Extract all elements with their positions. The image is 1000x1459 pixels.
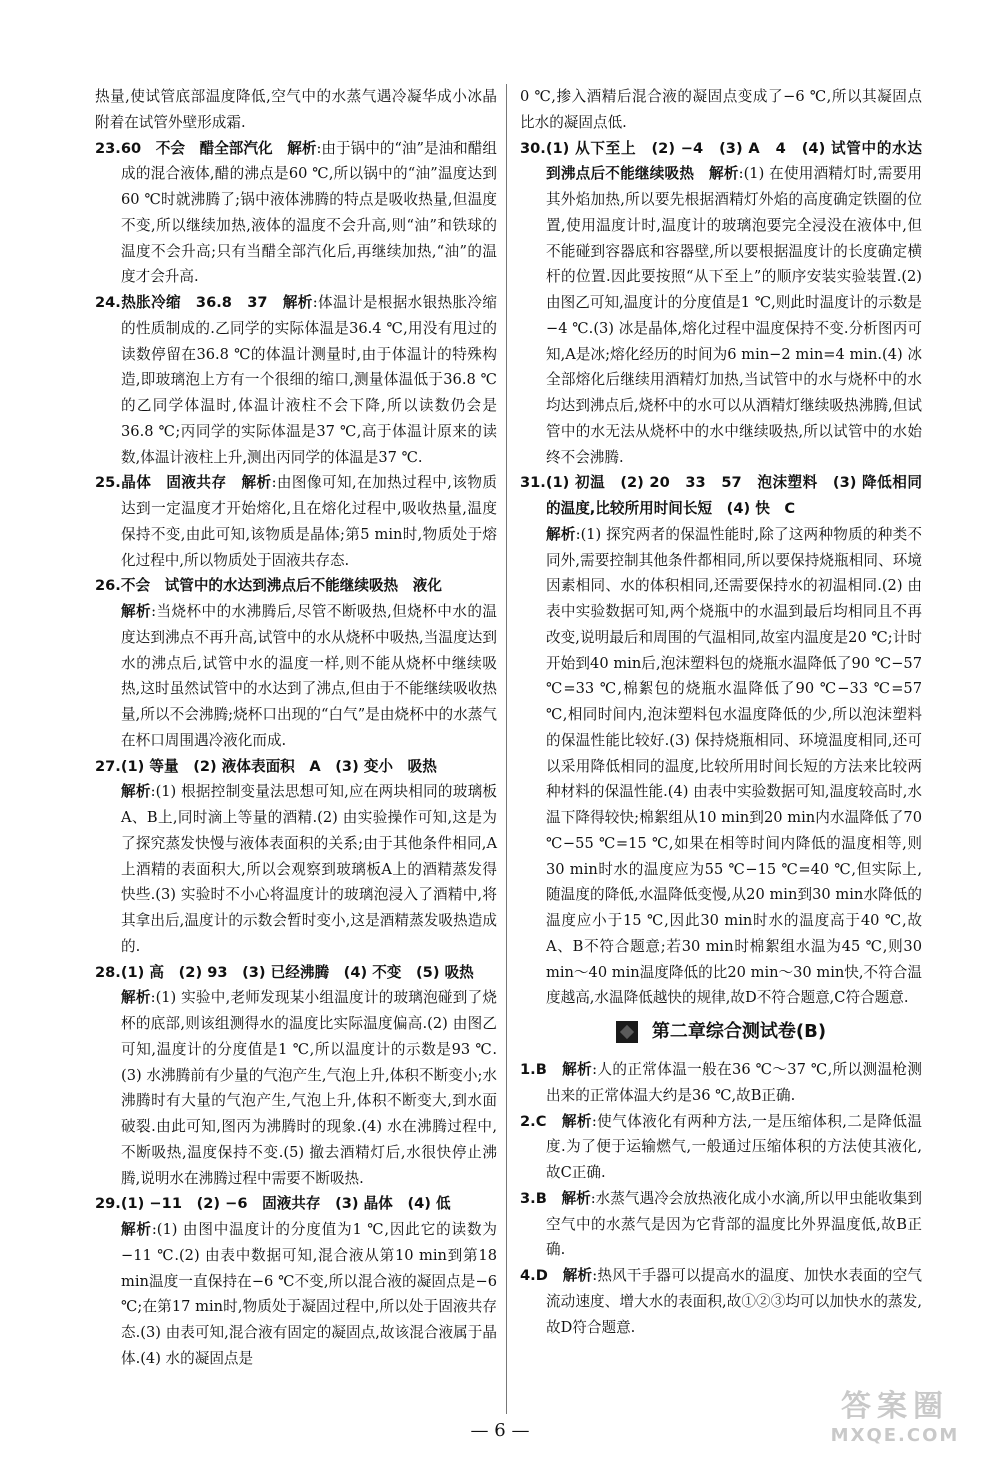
question-number: 1. [520, 1061, 536, 1078]
analysis-text: 热量,使试管底部温度降低,空气中的水蒸气遇冷凝华成小冰晶附着在试管外壁形成霜. [95, 88, 497, 131]
right-column [520, 84, 922, 1340]
explanation-text [95, 779, 497, 959]
question-item [520, 1109, 922, 1186]
question-number: 3. [520, 1189, 536, 1207]
answer-text: 晶体 固液共存 [120, 474, 227, 492]
analysis-label: 解析 [121, 603, 152, 620]
analysis-label: 解析 [546, 525, 576, 543]
question-item [520, 1186, 922, 1263]
answer-text: B [535, 1061, 547, 1078]
answer-text: B [535, 1189, 547, 1207]
question-number: 25. [95, 474, 121, 492]
question-item [95, 1191, 497, 1217]
question-item [95, 754, 497, 780]
question-number: 4. [520, 1267, 536, 1284]
question-number: 2. [520, 1112, 536, 1130]
page-number: — 6 — [470, 1420, 530, 1441]
analysis-label: 解析 [709, 165, 739, 183]
analysis-text: :使气体液化有两种方法,一是压缩体积,二是降低温度.为了便于运输燃气,一般通过压缩体积的方法使其液化,故C正确. [546, 1112, 922, 1181]
analysis-text: :(1) 由图中温度计的分度值为1 ℃,因此它的读数为−11 ℃.(2) 由表中数据可知,混合液从第10 min到第18 min温度一直保持在−6 ℃不变,所以混合液的凝固点是−6 ℃;在第17 min时,物质处于凝固过程中,所以处于固液共存态.(3) 由表可知,混合液有固定的凝固点,故该混合液属于晶体.(4) 水的凝固点是 [121, 1221, 497, 1367]
analysis-label: 解析 [121, 1221, 152, 1238]
question-item [520, 1057, 922, 1109]
question-item [95, 960, 497, 986]
answer-text: (1) 高 (2) 93 (3) 已经沸腾 (4) 不变 (5) 吸热 [120, 963, 474, 981]
answer-text: 热胀冷缩 36.8 37 [120, 294, 268, 311]
analysis-text: :(1) 实验中,老师发现某小组温度计的玻璃泡碰到了烧杯的底部,则该组测得水的温度比实际温度偏高.(2) 由图乙可知,温度计的分度值是1 ℃,所以温度计的示数是93 ℃.(3) 水沸腾前有少量的气泡产生,气泡上升,体积不断变小;水沸腾时有大量的气泡产生,气泡上升,体积不断变大,到水面破裂.由此可知,图丙为沸腾时的现象.(4) 水在沸腾过程中,不断吸热,温度保持不变.(5) 撤去酒精灯后,水很快停止沸腾,说明水在沸腾过程中需要不断吸热. [121, 989, 497, 1187]
analysis-text: 0 ℃,掺入酒精后混合液的凝固点变成了−6 ℃,所以其凝固点比水的凝固点低. [520, 88, 922, 131]
analysis-label: 解析 [121, 989, 151, 1007]
analysis-text: :由图像可知,在加热过程中,该物质达到一定温度才开始熔化,且在熔化过程中,吸收热量,温度保持不变,由此可知,该物质是晶体;第5 min时,物质处于熔化过程中,所以物质处于固液共存态. [121, 474, 497, 569]
analysis-text: :体温计是根据水银热胀冷缩的性质制成的.乙同学的实际体温是36.4 ℃,用没有甩过的读数停留在36.8 ℃的体温计测量时,由于体温计的特殊构造,即玻璃泡上方有一个很细的缩口,测量体温低于36.8 ℃的乙同学体温时,体温计液柱不会下降,所以读数仍会是36.8 ℃;丙同学的实际体温是37 ℃,高于体温计原来的读数,体温计液柱上升,测出丙同学的体温是37 ℃. [121, 294, 497, 466]
answer-text: 60 不会 醋全部汽化 [120, 139, 273, 157]
watermark-sub: MXQE.COM [830, 1425, 960, 1446]
answer-text: (1) 等量 (2) 液体表面积 A (3) 变小 吸热 [120, 757, 437, 775]
analysis-label: 解析 [121, 783, 151, 801]
analysis-label: 解析 [241, 474, 272, 492]
question-number: 27. [95, 757, 121, 775]
question-number: 31. [520, 474, 546, 492]
analysis-text: :(1) 根据控制变量法思想可知,应在两块相同的玻璃板A、B上,同时滴上等量的酒精.(2) 由实验操作可知,这是为了探究蒸发快慢与液体表面积的关系;由于其他条件相同,A上酒精的表面积大,所以会观察到玻璃板A上的酒精蒸发得快些.(3) 实验时不小心将温度计的玻璃泡浸入了酒精中,将其拿出后,温度计的示数会暂时变小,这是酒精蒸发吸热造成的. [121, 783, 497, 955]
analysis-text: :(1) 在使用酒精灯时,需要用其外焰加热,所以要先根据酒精灯外焰的高度确定铁圈的位置,使用温度计时,温度计的玻璃泡要完全浸没在液体中,但不能碰到容器底和容器壁,所以要根据温度计的长度确定横杆的位置.因此要按照“从下至上”的顺序安装实验装置.(2) 由图乙可知,温度计的分度值是1 ℃,则此时温度计的示数是−4 ℃.(3) 冰是晶体,熔化过程中温度保持不变.分析图丙可知,A是冰;熔化经历的时间为6 min−2 min=4 min.(4) 冰全部熔化后继续用酒精灯加热,当试管中的水与烧杯中的水均达到沸点后,烧杯中的水可以从酒精灯继续吸热沸腾,但试管中的水无法从烧杯中的水中继续吸热,所以试管中的水始终不会沸腾. [546, 165, 922, 466]
analysis-label: 解析 [562, 1061, 593, 1078]
watermark-main: 答案圈 [841, 1389, 949, 1424]
question-item [95, 470, 497, 573]
analysis-label: 解析 [561, 1189, 591, 1207]
analysis-label: 解析 [282, 294, 313, 311]
question-number: 23. [95, 139, 121, 157]
analysis-text: :热风干手器可以提高水的温度、加快水表面的空气流动速度、增大水的表面积,故①②③均可以加快水的蒸发,故D符合题意. [546, 1267, 922, 1336]
question-number: 29. [95, 1195, 121, 1213]
analysis-text: :当烧杯中的水沸腾后,尽管不断吸热,但烧杯中水的温度达到沸点不再升高,试管中的水从烧杯中吸热,当温度达到水的沸点后,试管中水的温度一样,则不能从烧杯中继续吸热,这时虽然试管中的水达到了沸点,但由于不能继续吸收热量,所以不会沸腾;烧杯口出现的“白气”是由烧杯中的水蒸气在杯口周围遇冷液化而成. [121, 603, 497, 749]
analysis-text: :由于锅中的“油”是油和醋组成的混合液体,醋的沸点是60 ℃,所以锅中的“油”温度达到60 ℃时就沸腾了;锅中液体沸腾的特点是吸收热量,但温度不变,所以继续加热,液体的温度不会升高,则“油”和铁球的温度不会升高;只有当醋全部汽化后,再继续加热,“油”的温度才会升高. [121, 139, 497, 286]
left-column [95, 84, 497, 1372]
analysis-label: 解析 [561, 1112, 592, 1130]
answer-text: (1) 从下至上 (2) −4 (3) A 4 (4) 试管中的水达到沸点后不能继续吸热 [545, 139, 922, 183]
analysis-label: 解析 [562, 1267, 593, 1284]
answer-text: (1) 初温 (2) 20 33 57 泡沫塑料 (3) 降低相同的温度,比较所用时间长短 (4) 快 C [545, 474, 922, 517]
question-number: 28. [95, 963, 121, 981]
explanation-text [95, 1217, 497, 1372]
answer-text: C [535, 1112, 547, 1130]
paragraph [95, 84, 497, 136]
question-item [95, 136, 497, 291]
answer-text: (1) −11 (2) −6 固液共存 (3) 晶体 (4) 低 [120, 1195, 451, 1213]
analysis-text: :(1) 探究两者的保温性能时,除了这两种物质的种类不同外,需要控制其他条件都相同,所以要保持烧瓶相同、环境因素相同、水的体积相同,还需要保持水的初温相同.(2) 由表中实验数据可知,两个烧瓶中的水温到最后均相同且不再改变,说明最后和周围的气温相同,故室内温度是20 ℃;计时开始到40 min后,泡沫塑料包的烧瓶水温降低了90 ℃−57 ℃=33 ℃,棉絮包的烧瓶水温降低了90 ℃−33 ℃=57 ℃,相同时间内,泡沫塑料包水温度降低的少,所以泡沫塑料的保温性能比较好.(3) 保持烧瓶相同、环境温度相同,还可以采用降低相同的温度,比较所用时间长短的方法来比较两种材料的保温性能.(4) 由表中实验数据可知,温度较高时,水温下降得较快;棉絮组从10 min到20 min内水温降低了70 ℃−55 ℃=15 ℃,如果在相等时间内降低的温度相等,则30 min时水的温度应为55 ℃−15 ℃=40 ℃,但实际上,随温度的降低,水温降低变慢,从20 min到30 min水降低的温度应小于15 ℃,因此30 min时水的温度高于40 ℃,故A、B不符合题意;若30 min时棉絮组水温为45 ℃,则30 min～40 min温度降低的比20 min～30 min快,不符合温度越高,水温降低越快的规律,故D不符合题意,C符合题意. [546, 525, 922, 1007]
section-heading [520, 1017, 922, 1047]
explanation-text [95, 599, 497, 754]
analysis-text: :人的正常体温一般在36 ℃～37 ℃,所以测温枪测出来的正常体温大约是36 ℃,故B正确. [546, 1061, 922, 1104]
question-item [520, 470, 922, 522]
section-marker-icon [616, 1021, 638, 1043]
answer-text: 不会 试管中的水达到沸点后不能继续吸热 液化 [120, 577, 442, 595]
watermark-logo [805, 1389, 985, 1451]
paragraph [520, 84, 922, 136]
explanation-text [95, 985, 497, 1191]
question-number: 26. [95, 577, 121, 595]
section-title: 第二章综合测试卷(B) [651, 1021, 827, 1043]
question-number: 30. [520, 139, 546, 157]
analysis-label: 解析 [287, 139, 317, 157]
question-item [95, 573, 497, 599]
question-number: 24. [95, 294, 121, 311]
question-item [520, 1263, 922, 1340]
answer-text: D [535, 1267, 548, 1284]
question-item [520, 136, 922, 471]
explanation-text [520, 522, 922, 1011]
analysis-text: :水蒸气遇冷会放热液化成小水滴,所以甲虫能收集到空气中的水蒸气是因为它背部的温度比外界温度低,故B正确. [546, 1189, 922, 1259]
column-divider [506, 84, 507, 1414]
question-item [95, 290, 497, 470]
